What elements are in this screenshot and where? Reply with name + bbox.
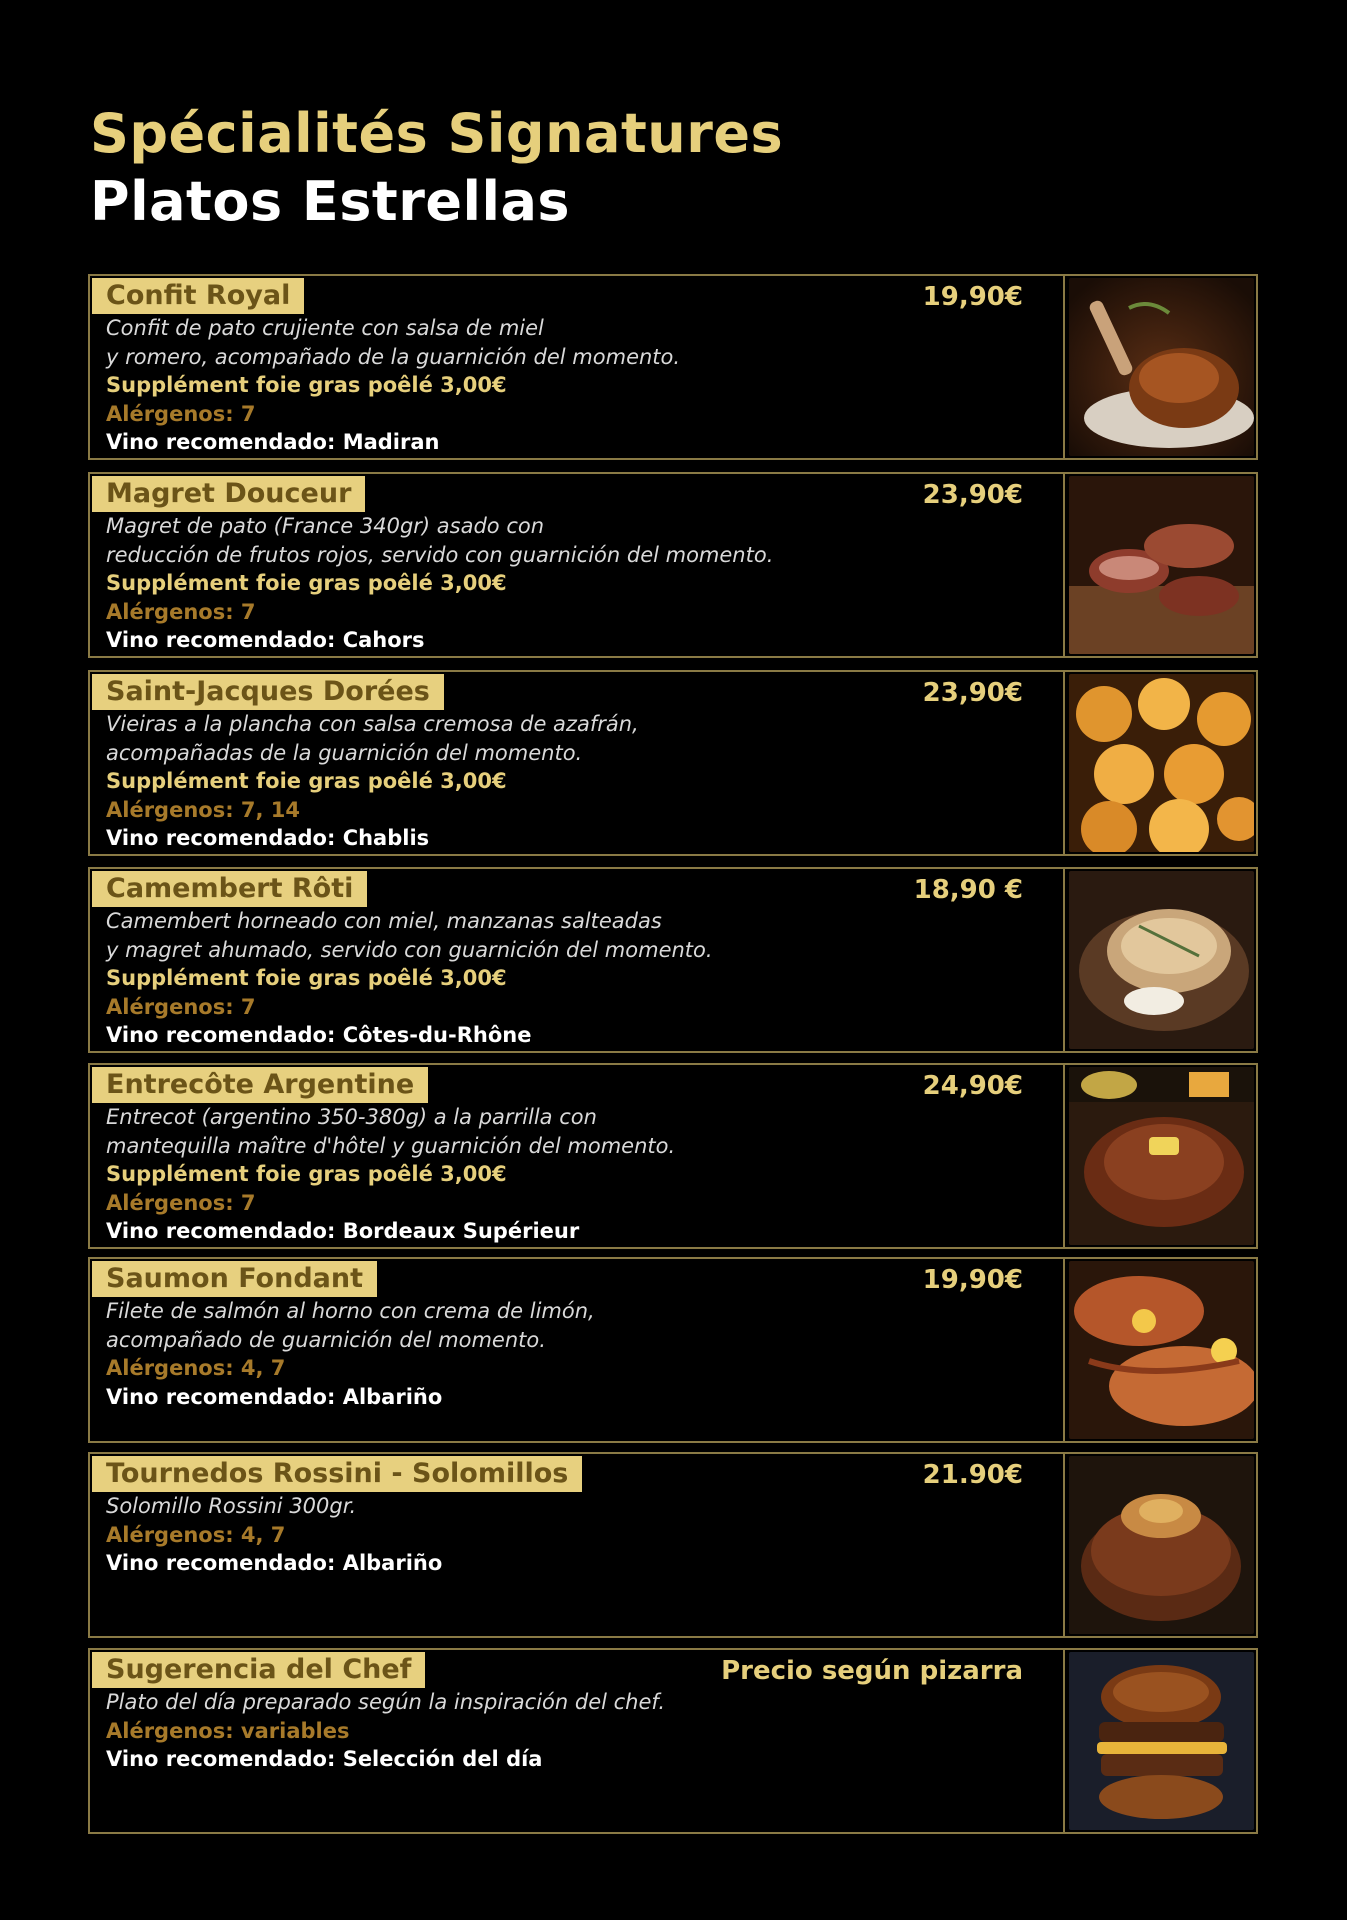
dish-price: 21.90€ (922, 1460, 1023, 1490)
dish-price: 24,90€ (922, 1071, 1023, 1101)
page-title (90, 100, 783, 236)
dish-description-line: y magret ahumado, servido con guarnición del momento. (106, 937, 713, 962)
dish-name: Saumon Fondant (92, 1261, 377, 1297)
steak-photo (1069, 1067, 1254, 1245)
tournedos-photo (1069, 1456, 1254, 1634)
dish-name: Entrecôte Argentine (92, 1067, 428, 1103)
dish-card-sugerencia-chef (88, 1648, 1258, 1834)
dish-description-line: y romero, acompañado de la guarnición del momento. (106, 344, 681, 369)
dish-card-tournedos-rossini (88, 1452, 1258, 1638)
dish-price: 23,90€ (922, 678, 1023, 708)
dish-price: Precio según pizarra (721, 1656, 1023, 1686)
allergens: Alérgenos: 7 (106, 1190, 256, 1215)
dish-description-line: Camembert horneado con miel, manzanas salteadas (106, 909, 662, 933)
allergens: Alérgenos: 7 (106, 401, 256, 426)
dish-name: Magret Douceur (92, 476, 365, 512)
allergens: Alérgenos: variables (106, 1718, 350, 1743)
title-spanish: Platos Estrellas (90, 170, 571, 233)
dish-description-line: reducción de frutos rojos, servido con guarnición del momento. (106, 542, 774, 567)
foie-gras-supplement: Supplément foie gras poêlé 3,00€ (106, 966, 507, 990)
dish-name: Camembert Rôti (92, 871, 367, 907)
dish-name: Sugerencia del Chef (92, 1652, 425, 1688)
dish-description-line: Plato del día preparado según la inspiración del chef. (106, 1690, 666, 1714)
allergens: Alérgenos: 4, 7 (106, 1356, 286, 1380)
wine-recommendation: Vino recomendado: Albariño (106, 1384, 443, 1409)
duck-breast-photo (1069, 476, 1254, 654)
dish-price: 18,90 € (913, 875, 1023, 905)
wine-recommendation: Vino recomendado: Albariño (106, 1551, 443, 1575)
allergens: Alérgenos: 7 (106, 994, 256, 1019)
dish-description-line: acompañado de guarnición del momento. (106, 1327, 546, 1352)
dish-description-line: Filete de salmón al horno con crema de limón, (106, 1299, 595, 1323)
dish-description-line: Entrecot (argentino 350-380g) a la parrilla con (106, 1105, 597, 1129)
dish-card-camembert-roti (88, 867, 1258, 1053)
wine-recommendation: Vino recomendado: Cahors (106, 628, 425, 652)
foie-gras-supplement: Supplément foie gras poêlé 3,00€ (106, 373, 507, 397)
dish-price: 19,90€ (922, 1265, 1023, 1295)
dish-card-entrecote-argentine (88, 1063, 1258, 1249)
dish-description-line: Vieiras a la plancha con salsa cremosa de azafrán, (106, 712, 639, 736)
dish-description-line: acompañadas de la guarnición del momento. (106, 740, 583, 765)
wine-recommendation: Vino recomendado: Côtes-du-Rhône (106, 1023, 532, 1047)
allergens: Alérgenos: 7 (106, 599, 256, 624)
camembert-photo (1069, 871, 1254, 1049)
dish-description-line: Magret de pato (France 340gr) asado con (106, 514, 545, 538)
burger-photo (1069, 1652, 1254, 1830)
wine-recommendation: Vino recomendado: Chablis (106, 826, 430, 850)
dish-name: Tournedos Rossini - Solomillos (92, 1456, 582, 1492)
foie-gras-supplement: Supplément foie gras poêlé 3,00€ (106, 1162, 507, 1186)
duck-confit-photo (1069, 278, 1254, 456)
wine-recommendation: Vino recomendado: Madiran (106, 430, 440, 454)
scallops-photo (1069, 674, 1254, 852)
dish-description-line: mantequilla maître d'hôtel y guarnición del momento. (106, 1133, 676, 1158)
dish-card-magret-douceur (88, 472, 1258, 658)
dish-price: 23,90€ (922, 480, 1023, 510)
allergens: Alérgenos: 7, 14 (106, 797, 301, 822)
foie-gras-supplement: Supplément foie gras poêlé 3,00€ (106, 769, 507, 793)
title-french: Spécialités Signatures (90, 102, 784, 165)
dish-card-confit-royal (88, 274, 1258, 460)
wine-recommendation: Vino recomendado: Selección del día (106, 1747, 543, 1771)
salmon-photo (1069, 1261, 1254, 1439)
dish-name: Saint-Jacques Dorées (92, 674, 444, 710)
dish-price: 19,90€ (922, 282, 1023, 312)
dish-description-line: Confit de pato crujiente con salsa de miel (106, 316, 544, 340)
dish-description-line: Solomillo Rossini 300gr. (106, 1494, 357, 1518)
dish-card-saumon-fondant (88, 1257, 1258, 1443)
wine-recommendation: Vino recomendado: Bordeaux Supérieur (106, 1219, 580, 1243)
foie-gras-supplement: Supplément foie gras poêlé 3,00€ (106, 571, 507, 595)
allergens: Alérgenos: 4, 7 (106, 1522, 286, 1547)
dish-card-saint-jacques (88, 670, 1258, 856)
dish-name: Confit Royal (92, 278, 304, 314)
